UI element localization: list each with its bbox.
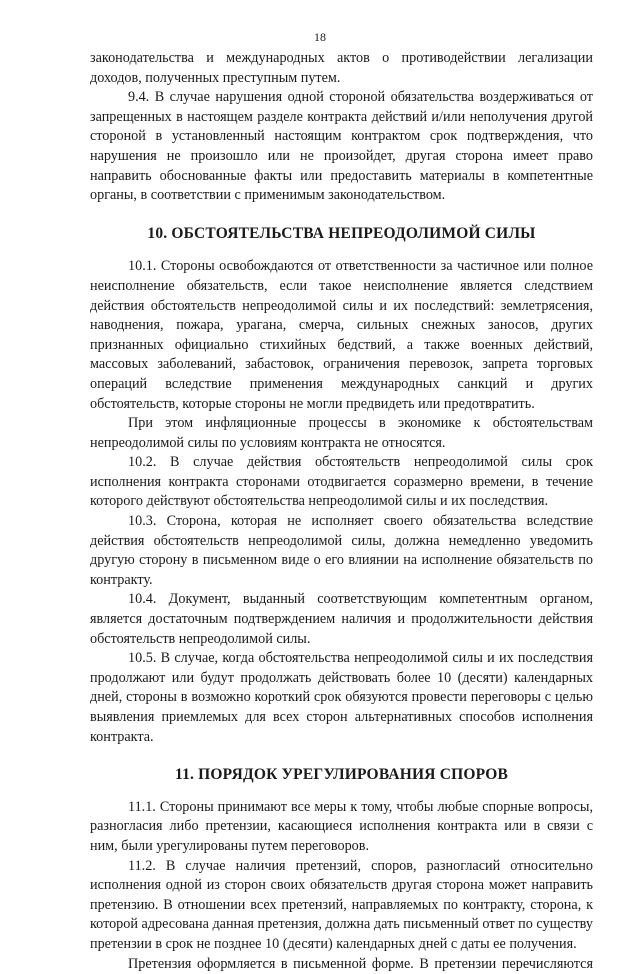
paragraph-11-2: 11.2. В случае наличия претензий, споров, разногласий относительно исполнения одной из сторон своих обязательств другая сторона может направить претензию. В отношении всех претензий, направляемых по контракту, сторона, к которой адресована данная претензия, должна дать письменный ответ по существу претензии в срок не позднее 10 (десяти) календарных дней с даты ее получения.	[90, 857, 593, 952]
continuation-paragraph: законодательства и международных актов о противодействии легализации доходов, полученных преступным путем.	[90, 50, 593, 86]
paragraph-10-4: 10.4. Документ, выданный соответствующим компетентным органом, является достаточным подтверждением наличия и продолжительности действия обстоятельств непреодолимой силы.	[90, 591, 593, 647]
paragraph-10-3: 10.3. Сторона, которая не исполняет своего обязательства вследствие действия обстоятельств непреодолимой силы, должна немедленно уведомить другую сторону в письменном виде о его влиянии на исполнение обязательств по контракту.	[90, 513, 593, 588]
paragraph-10-2: 10.2. В случае действия обстоятельств непреодолимой силы срок исполнения контракта сторонами отодвигается соразмерно времени, в течение которого действуют обстоятельства непреодолимой силы и их последствия.	[90, 454, 593, 510]
page-number: 18	[314, 30, 326, 44]
paragraph-10-5: 10.5. В случае, когда обстоятельства непреодолимой силы и их последствия продолжают или будут продолжать действовать более 10 (десяти) календарных дней, стороны в возможно короткий срок обязуются провести переговоры с целью выявления приемлемых для всех сторон альтернативных способов исполнения контракта.	[90, 650, 593, 745]
section-10-heading: 10. ОБСТОЯТЕЛЬСТВА НЕПРЕОДОЛИМОЙ СИЛЫ	[147, 224, 536, 242]
paragraph-11-1: 11.1. Стороны принимают все меры к тому, чтобы любые спорные вопросы, разногласия либо претензии, касающиеся исполнения контракта или в связи с ним, были урегулированы путем переговоров.	[90, 798, 593, 854]
section-11-heading: 11. ПОРЯДОК УРЕГУЛИРОВАНИЯ СПОРОВ	[174, 766, 509, 784]
paragraph-9-4: 9.4. В случае нарушения одной стороной обязательства воздерживаться от запрещенных в настоящем разделе контракта действий и/или неполучения другой стороной в установленный настоящим контрактом срок подтверждения, что нарушения не произошло или не произойдет, другая сторона имеет право направить обоснованные факты или предоставить материалы в компетентные органы, в соответствии с применимым законодательством.	[90, 89, 593, 204]
document-body	[90, 49, 593, 974]
paragraph-10-1: 10.1. Стороны освобождаются от ответственности за частичное или полное неисполнение обязательств, если такое неисполнение является следствием действия обстоятельств непреодолимой силы и их последствий: землетрясения, наводнения, пожара, урагана, смерча, сильных снежных заносов, других признанных официально стихийных бедствий, а также военных действий, массовых заболеваний, забастовок, ограничения перевозок, запрета торговых операций вследствие применения международных санкций и других обстоятельств, которые стороны не могли предвидеть или предотвратить.	[90, 258, 593, 412]
paragraph-10-1-inflation: При этом инфляционные процессы в экономике к обстоятельствам непреодолимой силы по условиям контракта не относятся.	[90, 415, 593, 451]
paragraph-11-2-claim: Претензия оформляется в письменной форме. В претензии перечисляются	[128, 955, 593, 972]
